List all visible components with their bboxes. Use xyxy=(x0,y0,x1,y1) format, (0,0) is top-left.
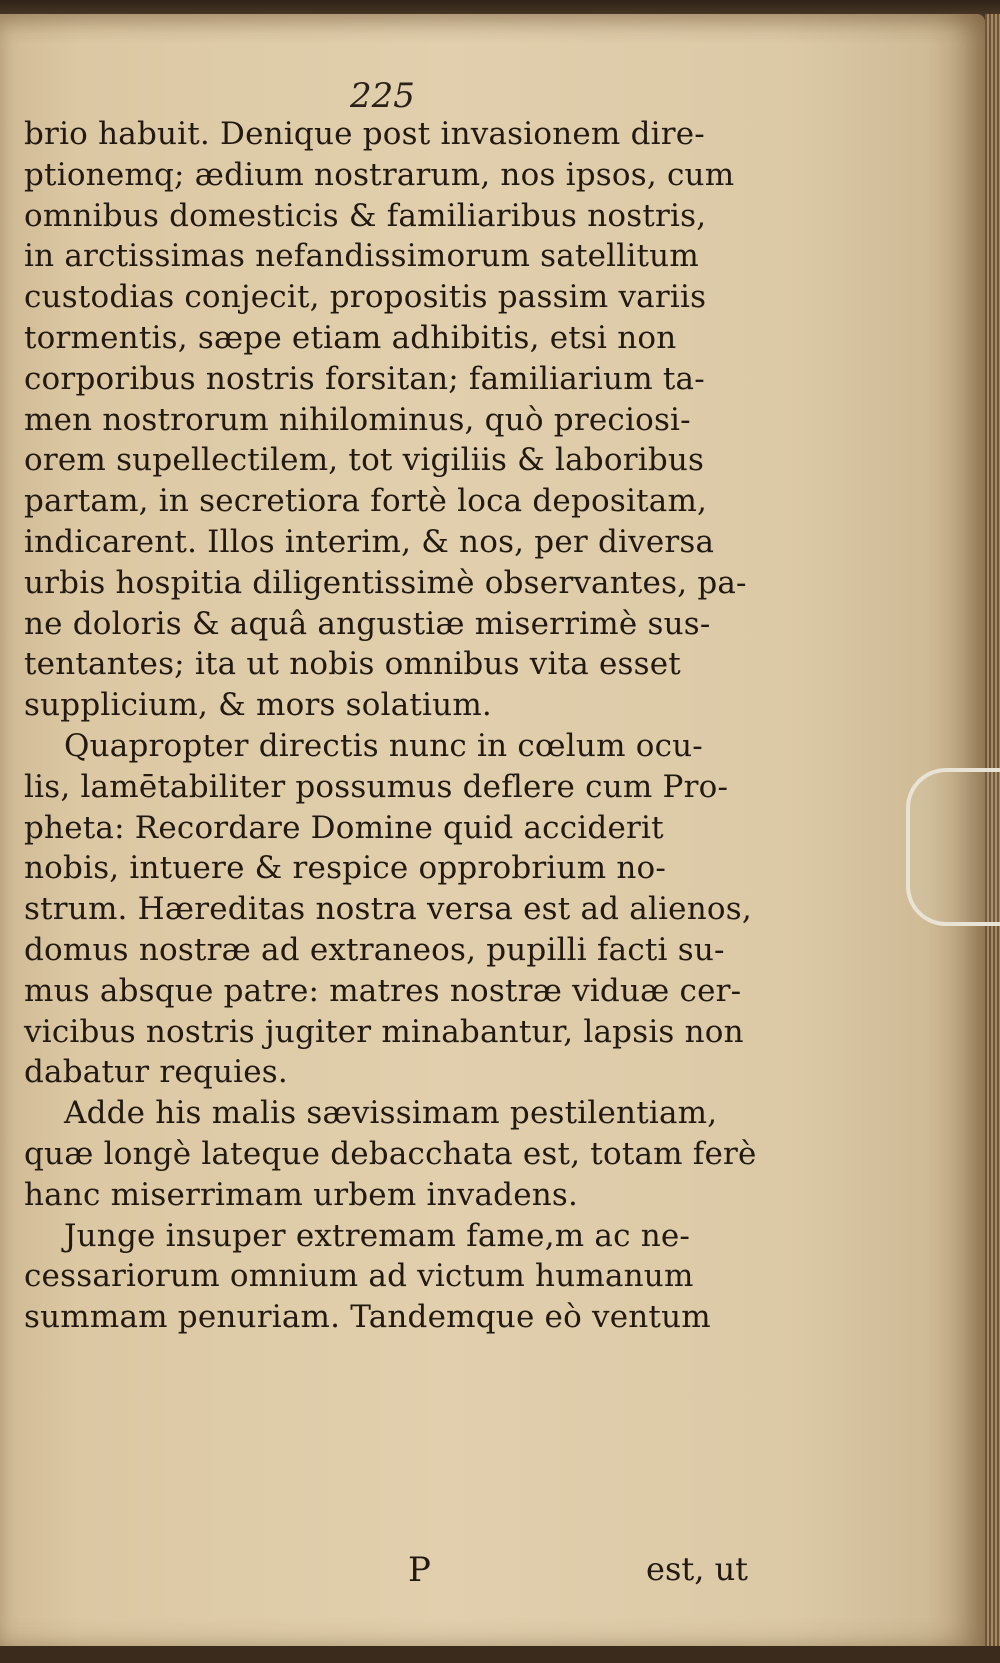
text-line: ne doloris & aquâ angustiæ miserrimè sus- xyxy=(24,605,711,642)
book-page xyxy=(0,14,985,1646)
clasp-icon xyxy=(906,768,1000,926)
text-line: dabatur requies. xyxy=(24,1054,288,1091)
text-line: cessariorum omnium ad victum humanum xyxy=(24,1258,694,1295)
text-line: orem supellectilem, tot vigiliis & laboribus xyxy=(24,442,705,479)
text-line: mus absque patre: matres nostræ viduæ cer- xyxy=(24,972,742,1009)
text-line: custodias conjecit, propositis passim variis xyxy=(24,279,707,316)
text-line: quæ longè lateque debacchata est, totam ferè xyxy=(24,1135,757,1172)
text-line: strum. Hæreditas nostra versa est ad alienos, xyxy=(24,891,752,928)
text-line: in arctissimas nefandissimorum satellitum xyxy=(24,238,699,275)
text-line: partam, in secretiora fortè loca depositam, xyxy=(24,483,708,520)
text-line: domus nostræ ad extraneos, pupilli facti su- xyxy=(24,931,725,968)
text-line: indicarent. Illos interim, & nos, per diversa xyxy=(24,523,715,560)
signature-mark: P xyxy=(408,1550,431,1590)
text-line: tentantes; ita ut nobis omnibus vita esset xyxy=(24,646,681,683)
text-line: Junge insuper extremam fame,m ac ne- xyxy=(64,1217,691,1254)
catchword: est, ut xyxy=(646,1550,749,1588)
page-number: 225 xyxy=(350,76,415,116)
text-line: men nostrorum nihilominus, quò preciosi- xyxy=(24,401,691,438)
text-line: omnibus domesticis & familiaribus nostris, xyxy=(24,197,707,234)
text-line: Adde his malis sævissimam pestilentiam, xyxy=(64,1095,718,1132)
text-line: summam penuriam. Tandemque eò ventum xyxy=(24,1299,711,1336)
text-line: Quapropter directis nunc in cœlum ocu- xyxy=(64,727,703,764)
text-line: urbis hospitia diligentissimè observantes, pa- xyxy=(24,564,747,601)
text-block xyxy=(24,114,757,1338)
text-line: lis, lamētabiliter possumus deflere cum Pro- xyxy=(24,768,729,805)
text-line: vicibus nostris jugiter minabantur, lapsis non xyxy=(24,1013,744,1050)
text-line: pheta: Recordare Domine quid acciderit xyxy=(24,809,664,846)
text-line: tormentis, sæpe etiam adhibitis, etsi non xyxy=(24,319,677,356)
text-line: ptionemq; ædium nostrarum, nos ipsos, cum xyxy=(24,156,735,193)
text-line: corporibus nostris forsitan; familiarium ta- xyxy=(24,360,705,397)
text-line: hanc miserrimam urbem invadens. xyxy=(24,1176,579,1213)
text-line: supplicium, & mors solatium. xyxy=(24,687,492,724)
text-line: brio habuit. Denique post invasionem dire- xyxy=(24,116,705,152)
text-line: nobis, intuere & respice opprobrium no- xyxy=(24,850,667,887)
